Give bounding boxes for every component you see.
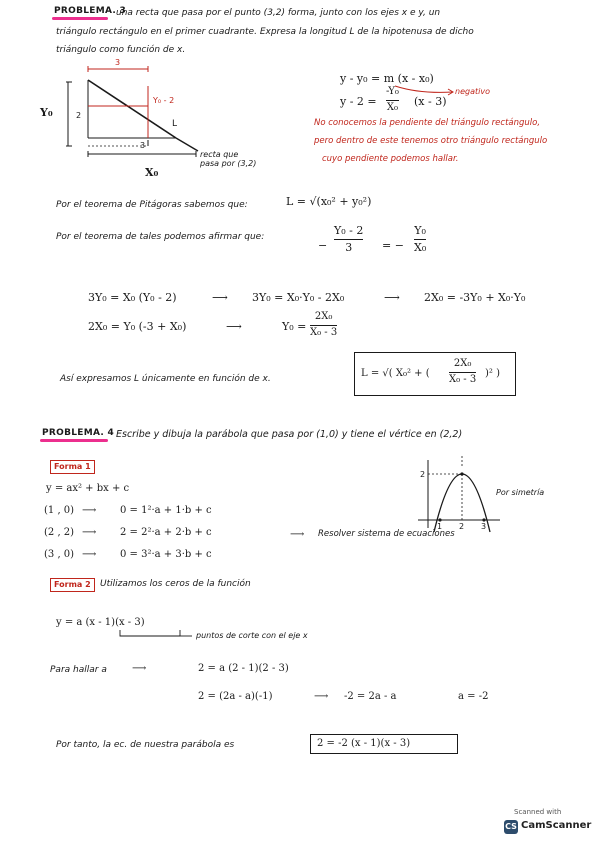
hallar-arrow: ⟶	[132, 663, 147, 674]
camscanner-watermark	[500, 808, 594, 844]
algebra-step-3: 2X₀ = -3Y₀ + X₀·Y₀	[424, 291, 526, 304]
slope-note-line-2: pero dentro de este tenemos otro triángulo rectángulo	[314, 136, 548, 146]
general-form-equation: y = ax² + bx + c	[46, 483, 130, 494]
conclusion-text: Así expresamos L únicamente en función de x.	[60, 374, 271, 384]
problem-4-title: PROBLEMA. 4	[42, 428, 115, 438]
hallar-text: Para hallar a	[50, 665, 107, 675]
tales-fraction-right	[414, 225, 426, 253]
title-highlight	[40, 439, 108, 442]
fraction-bar	[449, 372, 476, 373]
factored-equation: y = a (x - 1)(x - 3)	[56, 617, 145, 628]
tales-fraction-left	[334, 225, 363, 253]
simetria-label: Por simetría	[496, 488, 545, 497]
final-formula-box	[354, 352, 516, 396]
negativo-arrow	[395, 86, 455, 106]
axis-tick-y-2: 2	[420, 470, 426, 479]
problem-3-statement-line-3: triángulo como función de x.	[56, 45, 186, 55]
figure-yo-label: Y₀	[40, 106, 53, 119]
forma-2-text: Utilizamos los ceros de la función	[100, 579, 251, 589]
figure-line-note: recta que pasa por (3,2)	[200, 150, 257, 169]
final-text: Por tanto, la ec. de nuestra parábola es	[56, 740, 235, 750]
solve-step-2: 2 = (2a - a)(-1)	[198, 691, 273, 702]
system-row-1-equation: 0 = 1²·a + 1·b + c	[120, 505, 212, 516]
camscanner-name: CamScanner	[521, 820, 592, 831]
axis-tick-1: 1	[437, 522, 443, 531]
problem-4-statement: Escribe y dibuja la parábola que pasa por (1,0) y tiene el vértice en (2,2)	[116, 429, 463, 440]
cortes-bracket	[120, 630, 200, 640]
slope-note-line-1: No conocemos la pendiente del triángulo rectángulo,	[314, 118, 541, 128]
problem-3-statement-line-2: triángulo rectángulo en el primer cuadrante. Expresa la longitud L de la hipotenusa de dicho	[56, 27, 474, 37]
solve-step-1: 2 = a (2 - 1)(2 - 3)	[198, 663, 289, 674]
figure-bottom-three: 3	[140, 141, 146, 150]
figure-two-label: 2	[76, 111, 82, 120]
slope-note-line-3: cuyo pendiente podemos hallar.	[322, 154, 459, 164]
forma-1-badge: Forma 1	[50, 460, 95, 474]
tales-minus-left: −	[318, 239, 328, 252]
pythagoras-text: Por el teorema de Pitágoras sabemos que:	[56, 200, 248, 210]
problem-3-title: PROBLEMA. 3	[54, 6, 127, 16]
parabola-sketch	[0, 0, 120, 90]
algebra-step-5-left: Y₀ =	[282, 320, 307, 333]
tales-right-denominator: X₀	[414, 240, 427, 254]
figure-hypotenuse-L: L	[172, 119, 178, 129]
algebra-step-2: 3Y₀ = X₀·Y₀ - 2X₀	[252, 291, 345, 304]
scanned-with-text: Scanned with	[514, 808, 562, 816]
system-row-2-arrow: ⟶	[82, 527, 97, 538]
forma-2-badge: Forma 2	[50, 578, 95, 592]
arrow-2: ⟶	[384, 291, 400, 304]
solve-step-3: -2 = 2a - a	[344, 691, 397, 702]
system-row-3-point: (3 , 0)	[44, 549, 75, 560]
problem-3-statement-line-1: una recta que pasa por el punto (3,2) forma, junto con los ejes x e y, un	[116, 8, 441, 18]
system-row-2-equation: 2 = 2²·a + 2·b + c	[120, 527, 212, 538]
axis-tick-2: 2	[459, 522, 465, 531]
slope-numerator: -Y₀	[386, 86, 399, 97]
point-slope-equation: y - y₀ = m (x - x₀)	[340, 72, 434, 85]
pythagoras-equation: L = √(x₀² + y₀²)	[286, 195, 372, 208]
system-row-1-point: (1 , 0)	[44, 505, 75, 516]
axis-tick-3: 3	[481, 522, 487, 531]
line-equation-left: y - 2 =	[340, 95, 377, 108]
resolver-arrow: ⟶	[290, 529, 305, 540]
step-5-numerator: 2X₀	[314, 311, 333, 322]
solve-step-4: a = -2	[458, 691, 489, 702]
tales-right-numerator: Y₀	[414, 224, 426, 237]
resolver-text: Resolver sistema de ecuaciones	[318, 529, 455, 539]
arrow-1: ⟶	[212, 291, 228, 304]
system-row-2-point: (2 , 2)	[44, 527, 75, 538]
solve-arrow-1: ⟶	[314, 691, 329, 702]
final-formula-right: )² )	[485, 368, 500, 379]
negativo-label: negativo	[455, 87, 490, 96]
tales-left-numerator: Y₀ - 2	[334, 224, 364, 237]
line-equation-right: (x - 3)	[414, 95, 447, 108]
system-row-3-equation: 0 = 3²·a + 3·b + c	[120, 549, 212, 560]
algebra-step-1: 3Y₀ = X₀ (Y₀ - 2)	[88, 291, 177, 304]
step-5-denominator: X₀ - 3	[310, 326, 338, 338]
final-formula-left: L = √( X₀² + (	[361, 368, 430, 379]
camscanner-logo-icon: CS	[504, 820, 518, 834]
algebra-step-4: 2X₀ = Y₀ (-3 + X₀)	[88, 320, 187, 333]
system-row-3-arrow: ⟶	[82, 549, 97, 560]
final-numerator: 2X₀	[453, 358, 472, 369]
final-formula-fraction	[449, 359, 476, 385]
tales-left-denominator: 3	[345, 240, 353, 254]
final-parabola-equation: 2 = -2 (x - 1)(x - 3)	[317, 738, 411, 749]
fraction-bar	[414, 239, 426, 240]
cortes-text: puntos de corte con el eje x	[196, 631, 308, 640]
slope-denominator: X₀	[386, 101, 399, 113]
tales-text: Por el teorema de tales podemos afirmar que:	[56, 232, 265, 242]
fraction-bar	[310, 325, 337, 326]
final-denominator: X₀ - 3	[449, 373, 477, 385]
arrow-3: ⟶	[226, 320, 242, 333]
figure-xo-label: X₀	[145, 166, 159, 179]
tales-equals: = −	[382, 239, 404, 252]
algebra-step-5-fraction	[310, 312, 337, 338]
final-parabola-box	[310, 734, 458, 754]
figure-top-three: 3	[115, 58, 121, 67]
figure-yo-minus-2: Y₀ - 2	[153, 96, 175, 105]
fraction-bar	[334, 239, 363, 240]
system-row-1-arrow: ⟶	[82, 505, 97, 516]
